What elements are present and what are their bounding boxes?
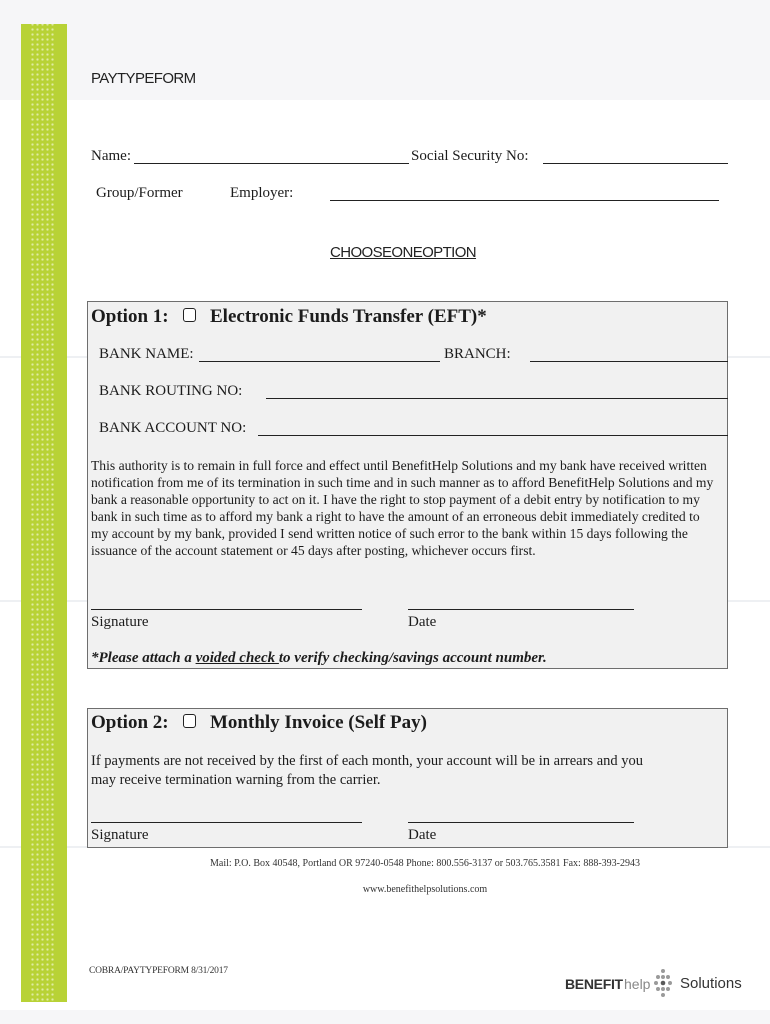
authority-paragraph: This authority is to remain in full force and effect until BenefitHelp Solutions and my bank have received written notification from me of its termination in such time and in such manner as to afford BenefitHelp Solutions and my bank a reasonable opportunity to act on it. I have the right to stop payment of a debit entry by notification to my bank in such time as to afford my bank a right to have the amount of an erroneous debit immediately credited to my account by my bank, provided I send written notice of such error to the bank within 15 days following the issuance of the account statement or 45 days after posting, whichever occurs first. bbox=[91, 458, 714, 558]
option-2-checkbox[interactable] bbox=[183, 714, 196, 728]
option-1-date-line[interactable] bbox=[408, 609, 634, 610]
logo-word-help: help bbox=[624, 976, 651, 992]
branch-label: BRANCH: bbox=[444, 346, 511, 362]
group-label: Group/Former bbox=[96, 185, 183, 201]
form-code: COBRA/PAYTYPEFORM 8/31/2017 bbox=[89, 966, 228, 976]
option-2-signature-line[interactable] bbox=[91, 822, 362, 823]
option-2-paragraph: If payments are not received by the first of each month, your account will be in arrears and you may receive termination warning from the carrier. bbox=[91, 753, 644, 788]
option-2-signature-label: Signature bbox=[91, 827, 149, 843]
ssn-label: Social Security No: bbox=[411, 148, 529, 164]
voided-check-text: voided check bbox=[195, 650, 279, 666]
green-side-bar bbox=[21, 24, 67, 1002]
option-1-date-label: Date bbox=[408, 614, 437, 630]
option-1-signature-label: Signature bbox=[91, 614, 149, 630]
option-1-title: Electronic Funds Transfer (EFT)* bbox=[210, 306, 487, 327]
branch-field[interactable] bbox=[530, 361, 728, 362]
bank-name-label: BANK NAME: bbox=[99, 346, 194, 362]
name-label: Name: bbox=[91, 148, 131, 164]
account-label: BANK ACCOUNT NO: bbox=[99, 420, 247, 436]
logo-word-solutions: Solutions bbox=[680, 975, 742, 992]
option-1-signature-line[interactable] bbox=[91, 609, 362, 610]
option-1-checkbox[interactable] bbox=[183, 308, 196, 322]
website-link[interactable]: www.benefithelpsolutions.com bbox=[362, 884, 488, 895]
ssn-field[interactable] bbox=[543, 163, 728, 164]
group-employer-field[interactable] bbox=[330, 200, 719, 201]
option-1-prefix: Option 1: bbox=[91, 306, 169, 327]
page-footer-band bbox=[0, 1010, 770, 1024]
logo-dots-icon bbox=[651, 968, 675, 1000]
routing-label: BANK ROUTING NO: bbox=[99, 383, 243, 399]
form-title: PAYTYPEFORM bbox=[91, 70, 196, 87]
bank-name-field[interactable] bbox=[199, 361, 440, 362]
option-2-title: Monthly Invoice (Self Pay) bbox=[210, 712, 427, 733]
note-prefix: *Please attach a bbox=[91, 650, 196, 666]
contact-info: Mail: P.O. Box 40548, Portland OR 97240-0548 Phone: 800.556-3137 or 503.765.3581 Fax: 888-393-2943 bbox=[210, 858, 640, 869]
choose-one-option-heading: CHOOSEONEOPTION bbox=[330, 244, 477, 261]
note-suffix: to verify checking/savings account number. bbox=[278, 650, 547, 666]
name-field[interactable] bbox=[134, 163, 409, 164]
employer-label: Employer: bbox=[230, 185, 294, 201]
option-2-prefix: Option 2: bbox=[91, 712, 169, 733]
benefithelp-logo bbox=[565, 966, 750, 1002]
option-2-date-label: Date bbox=[408, 827, 437, 843]
option-2-date-line[interactable] bbox=[408, 822, 634, 823]
routing-field[interactable] bbox=[266, 398, 728, 399]
voided-check-note bbox=[91, 650, 547, 667]
account-field[interactable] bbox=[258, 435, 728, 436]
logo-word-benefit: BENEFIT bbox=[565, 976, 623, 992]
